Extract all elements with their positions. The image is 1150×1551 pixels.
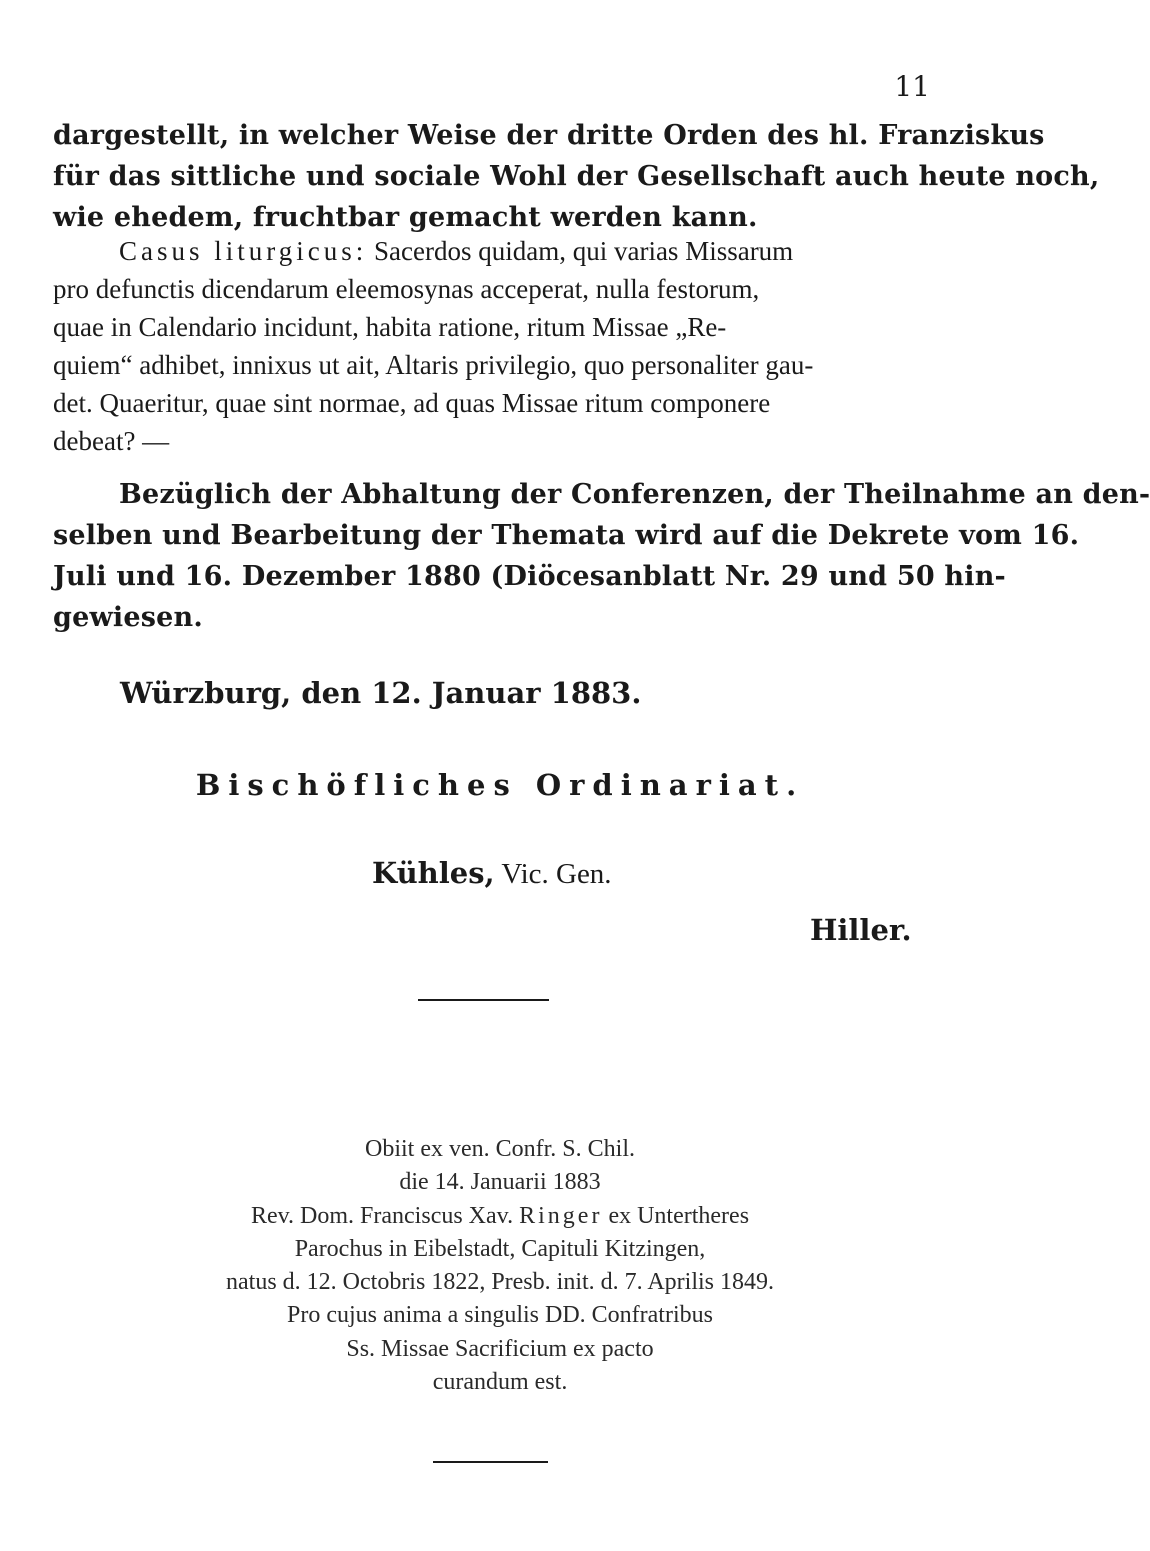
obituary-line: natus d. 12. Octobris 1822, Presb. init. d. 7. Aprilis 1849. [226,1269,774,1296]
text-line: pro defunctis dicendarum eleemosynas acceperat, nulla festorum, [53,274,760,304]
place-date: Würzburg, den 12. Januar 1883. [120,676,642,710]
paragraph-conferences [53,474,1150,638]
text-line: det. Quaeritur, quae sint normae, ad quas Missae ritum componere [53,388,771,418]
text-line: Juli und 16. Dezember 1880 (Diöcesanblatt Nr. 29 und 50 hin- [53,561,1006,592]
text-line: wie ehedem, fruchtbar gemacht werden kann. [53,202,758,233]
text-fragment: Sacerdos quidam, qui varias Missarum [367,236,794,266]
obituary-line [0,1200,1000,1233]
text-line: für das sittliche und sociale Wohl der Gesellschaft auch heute noch, [53,161,1100,192]
signature-vicar-general [372,856,612,891]
obituary-line: Pro cujus anima a singulis DD. Confratribus [287,1302,713,1329]
obituary-line: Parochus in Eibelstadt, Capituli Kitzingen, [294,1235,706,1262]
text-line [53,232,930,270]
text-fragment: Rev. Dom. Franciscus Xav. [250,1202,520,1229]
obituary-line: die 14. Januarii 1883 [399,1169,601,1196]
text-fragment: ex Untertheres [602,1202,750,1229]
text-line: Bezüglich der Abhaltung der Conferenzen, der Theilnahme an den- [119,479,1150,510]
text-line: selben und Bearbeitung der Themata wird auf die Dekrete vom 16. [53,520,1080,551]
casus-liturgicus-heading: Casus liturgicus: [119,236,368,266]
deceased-name: Ringer [519,1202,603,1229]
divider [418,999,549,1001]
obituary-line: Obiit ex ven. Confr. S. Chil. [365,1136,635,1162]
signer-name: Kühles, [372,856,495,890]
text-line: quiem“ adhibet, innixus ut ait, Altaris privilegio, quo personaliter gau- [53,350,814,380]
text-line: dargestellt, in welcher Weise der dritte Orden des hl. Franziskus [53,120,1045,151]
text-line: gewiesen. [53,602,203,633]
divider [433,1461,548,1463]
text-line: debeat? — [53,426,170,456]
paragraph-casus-liturgicus [53,232,930,460]
obituary-line: curandum est. [432,1369,568,1396]
signature-secretary: Hiller. [810,913,912,947]
authority-heading: Bischöfliches Ordinariat. [195,768,805,802]
signer-title: Vic. Gen. [494,858,612,890]
obituary-notice [0,1133,1000,1399]
page-number: 11 [894,70,930,103]
obituary-line: Ss. Missae Sacrificium ex pacto [346,1335,654,1362]
text-line: quae in Calendario incidunt, habita ratione, ritum Missae „Re- [53,312,727,342]
paragraph-third-order [53,115,1100,238]
